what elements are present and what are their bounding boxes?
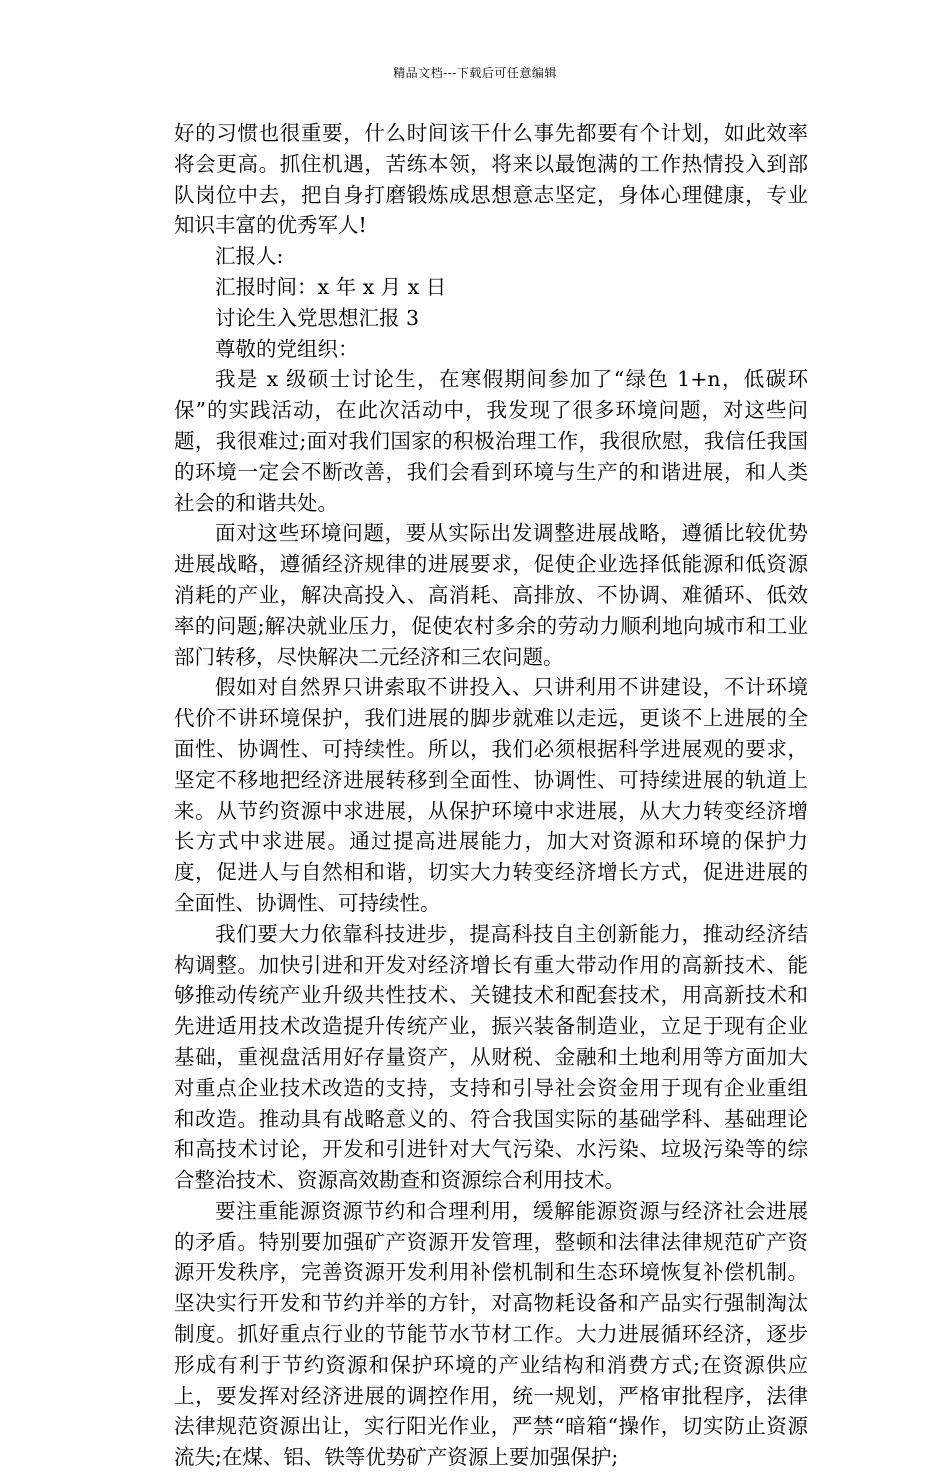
report-date-line: 汇报时间：x 年 x 月 x 日 bbox=[215, 274, 447, 299]
paragraph-sustainability: 假如对自然界只讲索取不讲投入、只讲利用不讲建设，不计环境代价不讲环境保护，我们进展的脚步就难以走远，更谈不上进展的全面性、协调性、可持续性。所以，我们必须根据科学进展观的要求，坚定不移地把经济进展转移到全面性、协调性、可持续进展的轨道上来。从节约资源中求进展，从保护环境中求进展，从大力转变经济增长方式中求进展。通过提高进展能力，加大对资源和环境的保护力度，促进人与自然相和谐，切实大力转变经济增长方式，促进进展的全面性、协调性、可持续性。 bbox=[174, 675, 808, 915]
paragraph-strategy: 面对这些环境问题，要从实际出发调整进展战略，遵循比较优势进展战略，遵循经济规律的进展要求，促使企业选择低能源和低资源消耗的产业，解决高投入、高消耗、高排放、不协调、难循环、低效率的问题;解决就业压力，促使农村多余的劳动力顺利地向城市和工业部门转移，尽快解决二元经济和三农问题。 bbox=[174, 521, 808, 669]
paragraph-intro: 我是 x 级硕士讨论生，在寒假期间参加了“绿色 1+n，低碳环保”的实践活动，在此次活动中，我发现了很多环境问题，对这些问题，我很难过;面对我们国家的积极治理工作，我很欣慰，我信任我国的环境一定会不断改善，我们会看到环境与生产的和谐进展，和人类社会的和谐共处。 bbox=[174, 367, 808, 515]
salutation: 尊敬的党组织： bbox=[215, 336, 359, 361]
paragraph-resources: 要注重能源资源节约和合理利用，缓解能源资源与经济社会进展的矛盾。特别要加强矿产资源开发管理，整顿和法律法律规范矿产资源开发秩序，完善资源开发利用补偿机制和生态环境恢复补偿机制。坚决实行开发和节约并举的方针，对高物耗设备和产品实行强制淘汰制度。抓好重点行业的节能节水节材工作。大力进展循环经济，逐步形成有利于节约资源和保护环境的产业结构和消费方式;在资源供应上，要发挥对经济进展的调控作用，统一规划，严格审批程序，法律法律规范资源出让，实行阳光作业，严禁“暗箱“操作，切实防止资源流失;在煤、铝、铁等优势矿产资源上要加强保护; bbox=[174, 1198, 808, 1470]
paragraph-technology: 我们要大力依靠科技进步，提高科技自主创新能力，推动经济结构调整。加快引进和开发对经济增长有重大带动作用的高新技术、能够推动传统产业升级共性技术、关键技术和配套技术，用高新技术和先进适用技术改造提升传统产业，振兴装备制造业，立足于现有企业基础，重视盘活用好存量资产，从财税、金融和土地利用等方面加大对重点企业技术改造的支持，支持和引导社会资金用于现有企业重组和改造。推动具有战略意义的、符合我国实际的基础学科、基础理论和高技术讨论，开发和引进针对大气污染、水污染、垃圾污染等的综合整治技术、资源高效勘查和资源综合利用技术。 bbox=[174, 921, 808, 1193]
page-header: 精品文档---下载后可任意编辑 bbox=[393, 66, 557, 80]
section-title: 讨论生入党思想汇报 3 bbox=[215, 305, 420, 330]
document-body bbox=[174, 118, 808, 1473]
reporter-line: 汇报人: bbox=[215, 244, 284, 269]
paragraph-continuation: 好的习惯也很重要，什么时间该干什么事先都要有个计划，如此效率将会更高。抓住机遇，苦练本领，将来以最饱满的工作热情投入到部队岗位中去，把自身打磨锻炼成思想意志坚定，身体心理健康，专业知识丰富的优秀军人! bbox=[174, 121, 808, 238]
